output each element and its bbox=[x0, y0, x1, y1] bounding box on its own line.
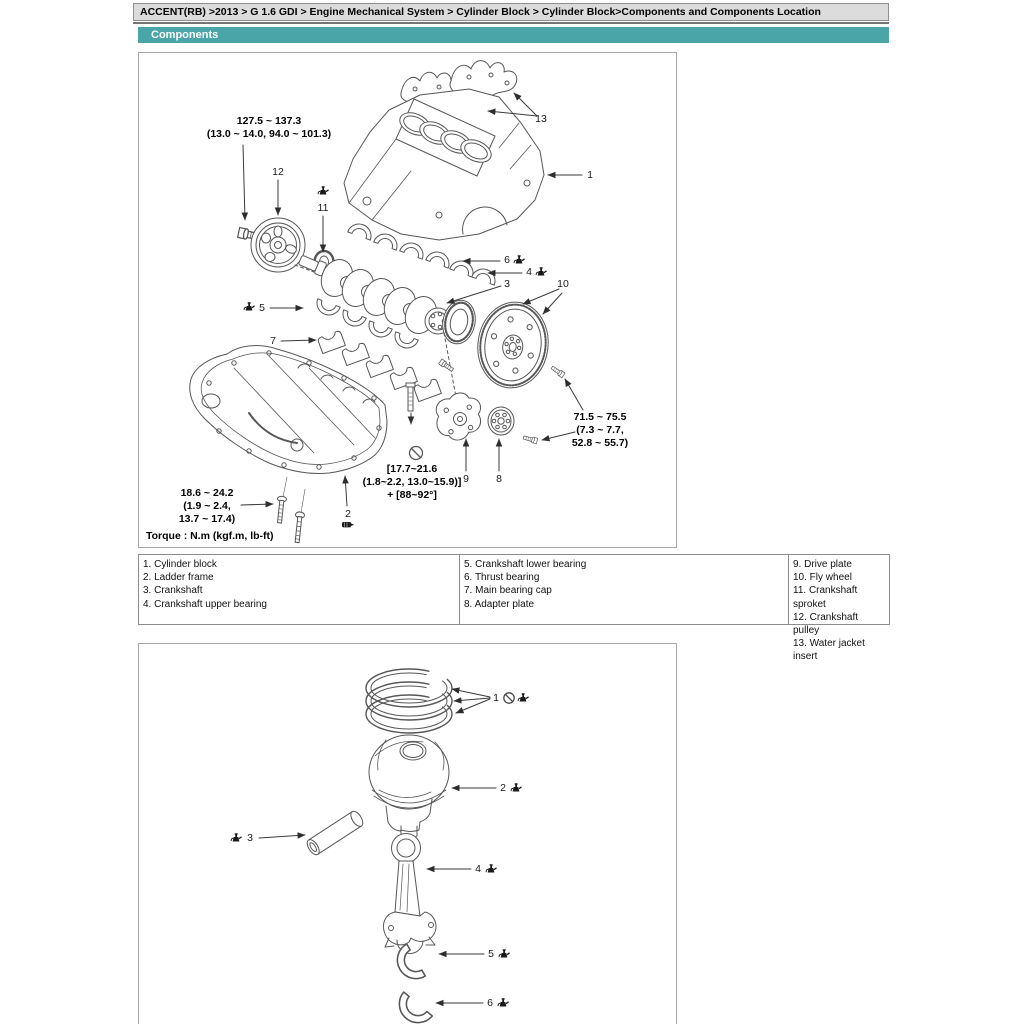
legend-item: 13. Water jacket insert bbox=[793, 638, 865, 663]
callout-9-drive-plate: 9 bbox=[463, 473, 469, 485]
oil-icon bbox=[243, 300, 255, 312]
oil-icon bbox=[535, 265, 547, 277]
callout-1-piston-rings: 1 bbox=[493, 692, 499, 704]
sealant-icon bbox=[342, 521, 355, 529]
legend-item: 3. Crankshaft bbox=[143, 585, 203, 597]
callout-7-main-bearing-cap: 7 bbox=[270, 335, 276, 347]
callout-6-thrust-bearing: 6 bbox=[504, 254, 510, 266]
legend-column-1 bbox=[139, 555, 460, 624]
figure2-leader-lines bbox=[259, 689, 496, 1003]
legend-item: 2. Ladder frame bbox=[143, 572, 214, 584]
oil-icon bbox=[497, 996, 509, 1008]
callout-4-connecting-rod: 4 bbox=[475, 863, 481, 875]
flywheel-drawing bbox=[439, 297, 554, 392]
callout-3-piston-pin: 3 bbox=[247, 832, 253, 844]
oil-icon bbox=[317, 184, 329, 196]
figure-piston-assembly bbox=[138, 643, 677, 1024]
torque-unit-note: Torque : N.m (kgf.m, lb-ft) bbox=[146, 530, 274, 542]
callout-1-cylinder-block: 1 bbox=[587, 169, 593, 181]
legend-item: 9. Drive plate bbox=[793, 559, 852, 570]
connecting-rod-drawing bbox=[383, 834, 436, 954]
callout-2-piston: 2 bbox=[500, 782, 506, 794]
cylinder-block-drawing bbox=[344, 89, 544, 240]
legend-column-3 bbox=[789, 555, 889, 663]
legend-item: 7. Main bearing cap bbox=[464, 585, 552, 597]
callout-2-ladder-frame: 2 bbox=[345, 508, 351, 520]
piston-rings-drawing bbox=[366, 669, 452, 733]
callout-11-crankshaft-sprocket: 11 bbox=[317, 202, 329, 214]
callout-6-rod-lower-bearing: 6 bbox=[487, 997, 493, 1009]
oil-icon bbox=[513, 253, 525, 265]
adapter-plate-drawing bbox=[488, 407, 514, 435]
oil-icon bbox=[485, 862, 497, 874]
piston-pin-drawing bbox=[305, 809, 365, 856]
breadcrumb-underline bbox=[133, 22, 889, 24]
legend-item: 12. Crankshaft pulley bbox=[793, 611, 859, 637]
crankshaft-pulley-drawing bbox=[238, 218, 305, 272]
parts-legend-table bbox=[138, 554, 890, 663]
do-not-reuse-icon bbox=[503, 692, 516, 705]
legend-item: 10. Fly wheel bbox=[793, 572, 852, 584]
oil-icon bbox=[517, 691, 529, 703]
callout-13-water-jacket-insert: 13 bbox=[535, 113, 547, 125]
rod-bearings-drawing bbox=[391, 944, 433, 1024]
section-header: Components bbox=[138, 27, 889, 43]
torque-ladder-frame: 18.6 ~ 24.2 (1.9 ~ 2.4, 13.7 ~ 17.4) bbox=[178, 487, 236, 525]
legend-item: 1. Cylinder block bbox=[143, 559, 217, 570]
oil-icon bbox=[498, 947, 510, 959]
torque-pulley: 127.5 ~ 137.3 (13.0 ~ 14.0, 94.0 ~ 101.3) bbox=[206, 115, 332, 140]
torque-flywheel: 71.5 ~ 75.5 (7.3 ~ 7.7, 52.8 ~ 55.7) bbox=[571, 411, 629, 449]
callout-4-upper-bearing: 4 bbox=[526, 266, 532, 278]
torque-main-bearing-cap: [17.7~21.6 (1.8~2.2, 13.0~15.9)] + [88~92°] bbox=[362, 463, 462, 501]
figure2-line-art bbox=[139, 644, 676, 1024]
legend-item: 5. Crankshaft lower bearing bbox=[464, 559, 587, 570]
figure-cylinder-block bbox=[138, 52, 677, 548]
callout-10-flywheel: 10 bbox=[557, 278, 569, 290]
callout-5-rod-upper-bearing: 5 bbox=[488, 948, 494, 960]
callout-8-adapter-plate: 8 bbox=[496, 473, 502, 485]
callout-5-lower-bearing: 5 bbox=[259, 302, 265, 314]
piston-drawing bbox=[369, 735, 449, 839]
callout-3-crankshaft: 3 bbox=[504, 278, 510, 290]
oil-icon bbox=[230, 831, 242, 843]
legend-column-2 bbox=[460, 555, 789, 624]
oil-icon bbox=[510, 781, 522, 793]
legend-item: 6. Thrust bearing bbox=[464, 572, 540, 584]
drive-plate-drawing bbox=[430, 388, 487, 444]
callout-12-crankshaft-pulley: 12 bbox=[272, 166, 284, 178]
legend-item: 4. Crankshaft upper bearing bbox=[143, 598, 267, 610]
legend-item: 11. Crankshaft sproket bbox=[793, 585, 858, 610]
legend-item: 8. Adapter plate bbox=[464, 598, 535, 610]
breadcrumb[interactable]: ACCENT(RB) >2013 > G 1.6 GDI > Engine Mechanical System > Cylinder Block > Cylinder Block>Components and Components Location bbox=[133, 3, 889, 21]
